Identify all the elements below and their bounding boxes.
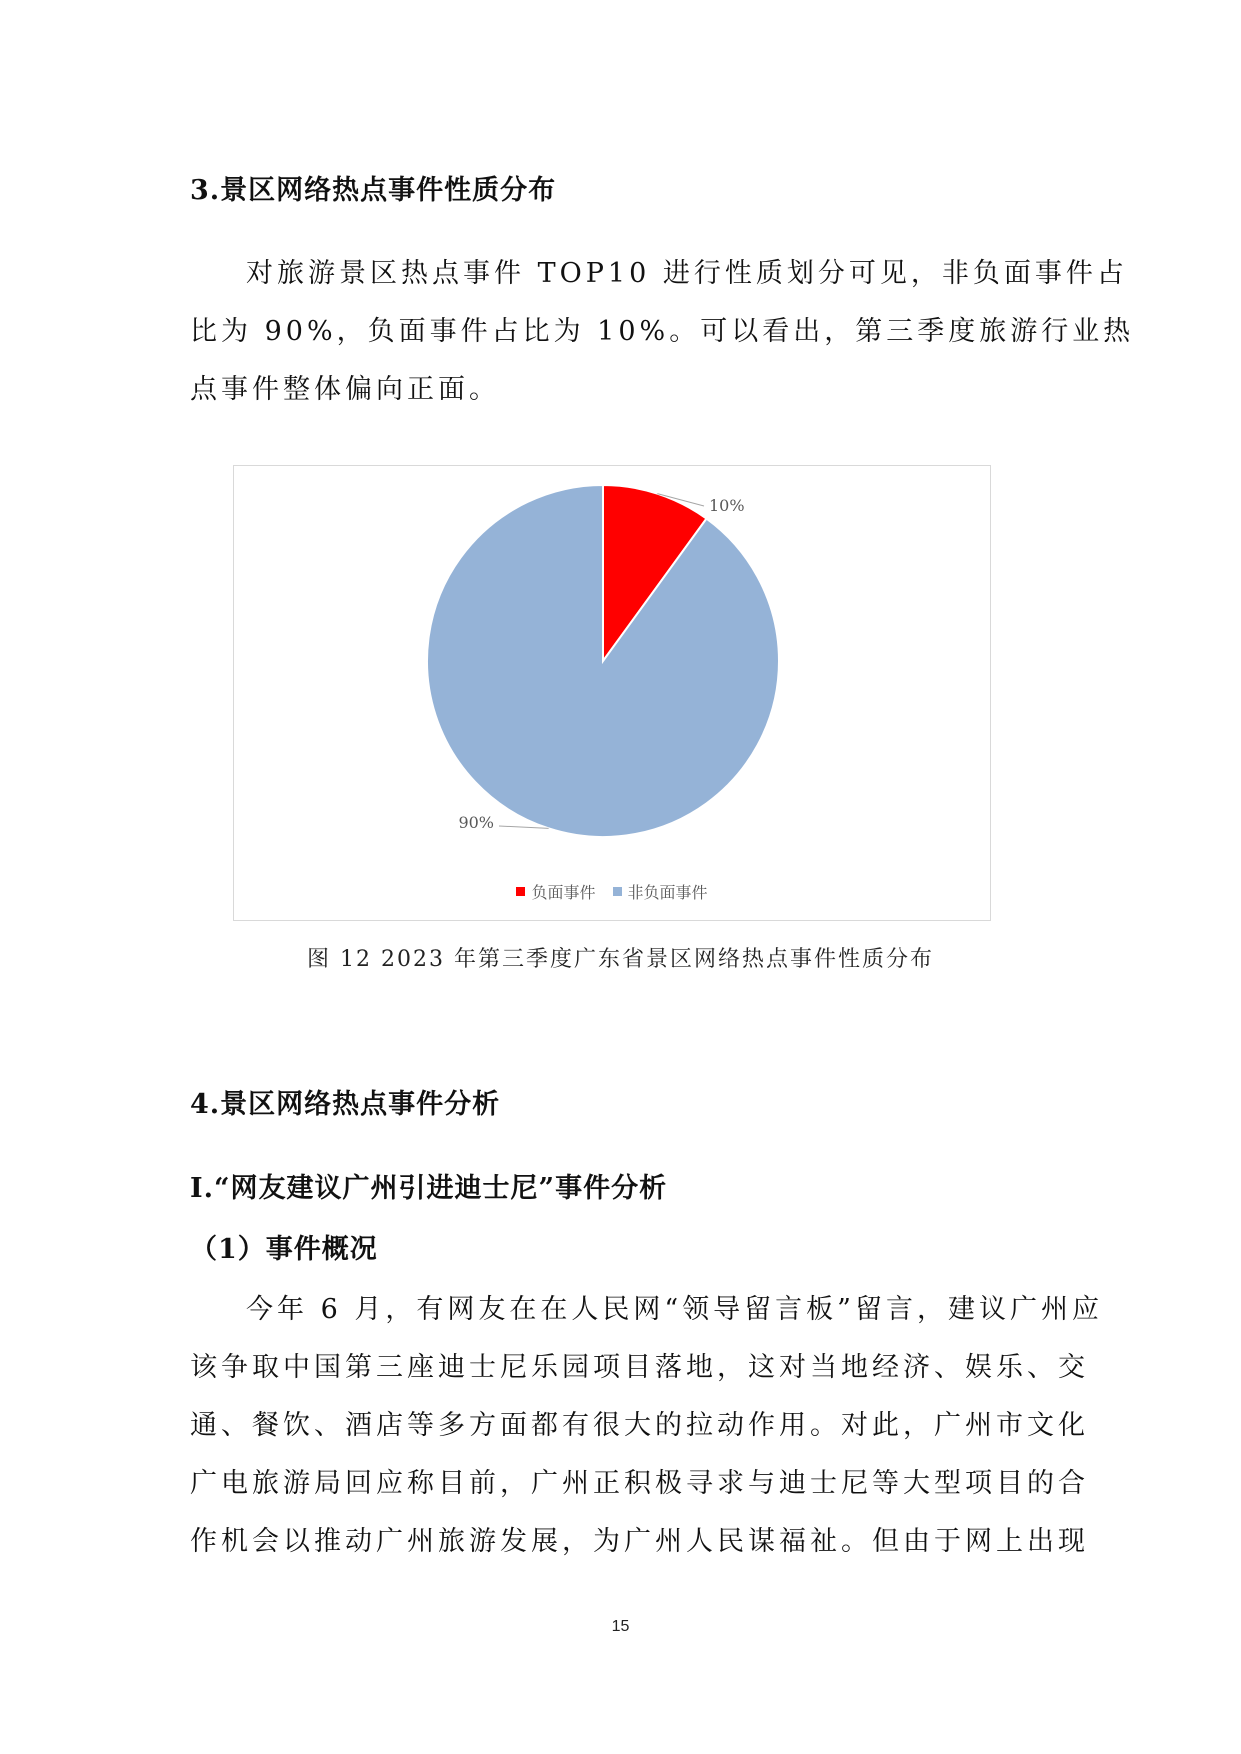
chart-legend [234,880,990,903]
legend-label-non-negative: 非负面事件 [627,883,708,902]
section-4-subsubheading: （1）事件概况 [190,1234,378,1265]
legend-label-negative: 负面事件 [531,883,596,902]
paragraph-line: 通、餐饮、酒店等多方面都有很大的拉动作用。对此，广州市文化 [190,1410,1089,1441]
figure-caption: 图 12 2023 年第三季度广东省景区网络热点事件性质分布 [307,947,934,972]
paragraph-line: 比为 90%，负面事件占比为 10%。可以看出，第三季度旅游行业热 [190,316,1135,347]
paragraph-line: 广电旅游局回应称目前，广州正积极寻求与迪士尼等大型项目的合 [190,1468,1089,1499]
pie-slice-non-negative [427,485,779,837]
paragraph-line: 点事件整体偏向正面。 [190,374,500,405]
data-label: 90% [458,813,494,832]
page-number: 15 [611,1618,630,1635]
pie-chart-svg [234,466,990,920]
legend-swatch-negative [516,887,525,896]
section-3-paragraph [190,245,1135,419]
section-4-paragraph [190,1281,1103,1571]
section-3-heading: 3.景区网络热点事件性质分布 [190,175,557,206]
legend-item-non-negative [613,880,708,903]
paragraph-line: 该争取中国第三座迪士尼乐园项目落地，这对当地经济、娱乐、交 [190,1352,1089,1383]
section-4-heading: 4.景区网络热点事件分析 [190,1089,501,1120]
section-4-subheading: I.“网友建议广州引进迪士尼”事件分析 [190,1173,668,1204]
pie-chart [233,465,991,921]
legend-swatch-non-negative [613,887,622,896]
paragraph-line: 作机会以推动广州旅游发展，为广州人民谋福祉。但由于网上出现 [190,1526,1089,1557]
paragraph-line: 对旅游景区热点事件 TOP10 进行性质划分可见，非负面事件占 [246,258,1128,289]
data-label: 10% [709,496,745,515]
paragraph-line: 今年 6 月，有网友在在人民网“领导留言板”留言，建议广州应 [246,1294,1103,1325]
legend-item-negative [516,880,595,903]
